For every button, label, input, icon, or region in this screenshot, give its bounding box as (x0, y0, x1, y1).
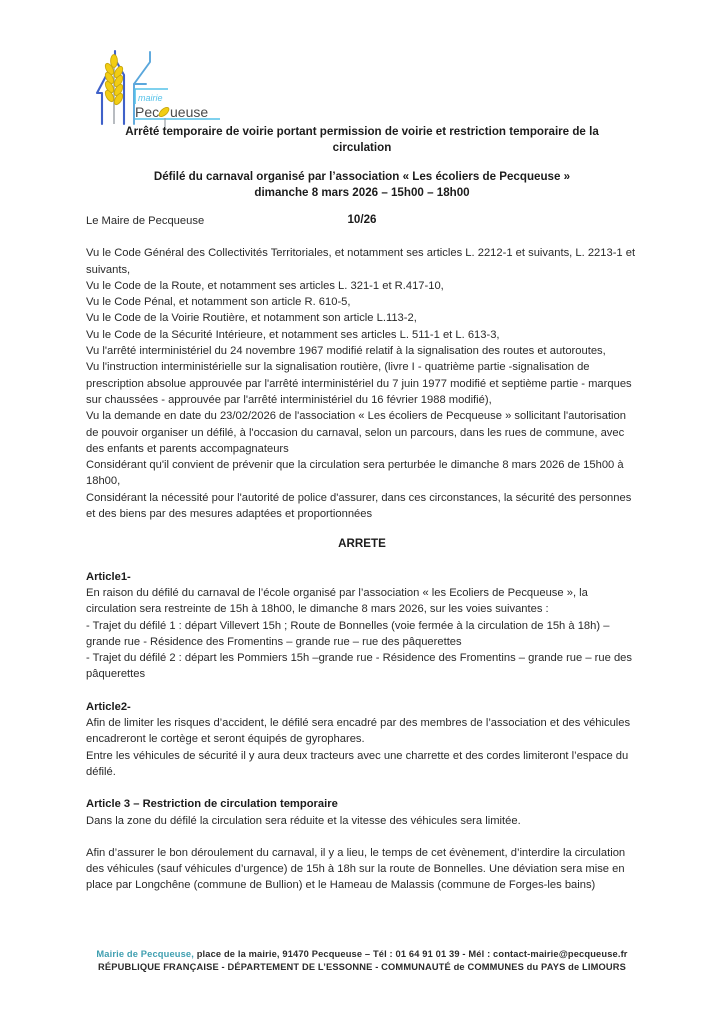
legal-clause: Vu le Code de la Voirie Routière, et notamment son article L.113-2, (86, 312, 417, 325)
decision-heading: ARRETE (338, 537, 386, 551)
document-title: Arrêté temporaire de voirie portant permission de voirie et restriction temporaire de la circulation (125, 125, 599, 154)
legal-clause: Vu le Code de la Sécurité Intérieure, et notamment ses articles L. 511-1 et L. 613-3, (86, 328, 500, 341)
footer-republic-line: RÉPUBLIQUE FRANÇAISE - DÉPARTEMENT DE L’ESSONNE - COMMUNAUTÉ de COMMUNES du PAYS de LIMOURS (98, 962, 626, 972)
document-header (0, 124, 724, 226)
legal-clause: Vu l'instruction interministérielle sur la signalisation routière, (livre I - quatrième partie -signalisation de prescription absolue approuvée par l'arrêté interministériel du 7 juin 1977 modifié et septième partie - marques sur chaussées - approuvée par l'arrêté interministériel du 16 février 1988 modifié), (86, 361, 632, 406)
article-1-paragraph: - Trajet du défilé 1 : départ Villevert 15h ; Route de Bonnelles (voie fermée à la circulation de 15h à 18h) –grande rue - Résidence des Fromentins – grande rue – rue des pâquerettes (86, 619, 610, 648)
legal-clause: Vu le Code Pénal, et notamment son article R. 610-5, (86, 296, 351, 309)
event-subtitle-line1: Défilé du carnaval organisé par l’association « Les écoliers de Pecqueuse » (153, 170, 571, 183)
legal-clause: Vu la demande en date du 23/02/2026 de l'association « Les écoliers de Pecqueuse » sollicitant l'autorisation de pouvoir organiser un défilé, à l'occasion du carnaval, selon un parcours, dans les rues de commune, avec des enfants et parents accompagnateurs (86, 410, 626, 455)
event-subtitle-line2: dimanche 8 mars 2026 – 15h00 – 18h00 (254, 185, 470, 199)
church-wheat-logo-icon (88, 44, 228, 128)
article-2-heading: Article2- (86, 700, 131, 713)
wheat-icon (104, 55, 125, 124)
legal-clause: Vu l'arrêté interministériel du 24 novembre 1967 modifié relatif à la signalisation des routes et autoroutes, (86, 345, 606, 358)
article-1-paragraph: - Trajet du défilé 2 : départ les Pommiers 15h –grande rue - Résidence des Fromentins – grande rue – rue des pâquerettes (86, 652, 632, 681)
footer-contact-line (0, 948, 724, 961)
legal-clause: Vu le Code de la Route, et notamment ses articles L. 321-1 et R.417-10, (86, 279, 444, 292)
mairie-pecqueuse-logo (88, 44, 228, 128)
legal-clause: Considérant qu'il convient de prévenir que la circulation sera perturbée le dimanche 8 mars 2026 de 15h00 à 18h00, (86, 459, 624, 488)
article-2-paragraph: Entre les véhicules de sécurité il y aura deux tracteurs avec une charrette et des cordes limiteront l’espace du défilé. (86, 749, 629, 778)
logo-name-prefix: Pec (135, 104, 160, 120)
legal-clause: Vu le Code Général des Collectivités Territoriales, et notamment ses articles L. 2212-1 et suivants, L. 2213-1 et suivants, (86, 247, 636, 276)
article-3-paragraph: Dans la zone du défilé la circulation sera réduite et la vitesse des véhicules sera limitée. (86, 814, 521, 827)
footer-address: place de la mairie, 91470 Pecqueuse – Tél : 01 64 91 01 39 - Mél : contact-mairie@pecqueuse.fr (193, 949, 628, 959)
footer-org: Mairie de Pecqueuse, (96, 949, 194, 959)
article-3 (86, 796, 638, 893)
document-body (86, 213, 638, 894)
legal-clause: Considérant la nécessité pour l'autorité de police d'assurer, dans ces circonstances, la sécurité des personnes et des biens par des mesures adaptées et proportionnées (86, 491, 632, 521)
document-footer (0, 948, 724, 974)
logo-mairie-label: mairie (138, 93, 163, 103)
article-1-heading: Article1- (86, 570, 131, 583)
article-1 (86, 569, 638, 683)
article-3-paragraph: Afin d’assurer le bon déroulement du carnaval, il y a lieu, le temps de cet évènement, d’interdire la circulation des véhicules (sauf véhicules d’urgence) de 15h à 18h sur la route de Bonnelles. Une déviation sera mise en place par Longchêne (commune de Bullion) et le Hameau de Malassis (commune de Forges-les bains) (86, 846, 626, 892)
article-2 (86, 699, 638, 780)
article-3-heading: Article 3 – Restriction de circulation temporaire (86, 798, 338, 811)
article-2-paragraph: Afin de limiter les risques d’accident, le défilé sera encadré par des membres de l’association et des véhicules encadreront le cortège et seront équipés de gyrophares. (86, 717, 631, 746)
salutation: Le Maire de Pecqueuse (86, 215, 205, 227)
document-number: 10/26 (347, 213, 377, 226)
event-subtitle (0, 169, 724, 200)
article-1-paragraph: En raison du défilé du carnaval de l’école organisé par l’association « les Ecoliers de Pecqueuse », la circulation sera restreinte de 15h à 18h00, le dimanche 8 mars 2026, sur les voies suivantes : (86, 586, 588, 616)
logo-name-suffix: ueuse (170, 104, 209, 120)
legal-preamble (86, 245, 638, 522)
